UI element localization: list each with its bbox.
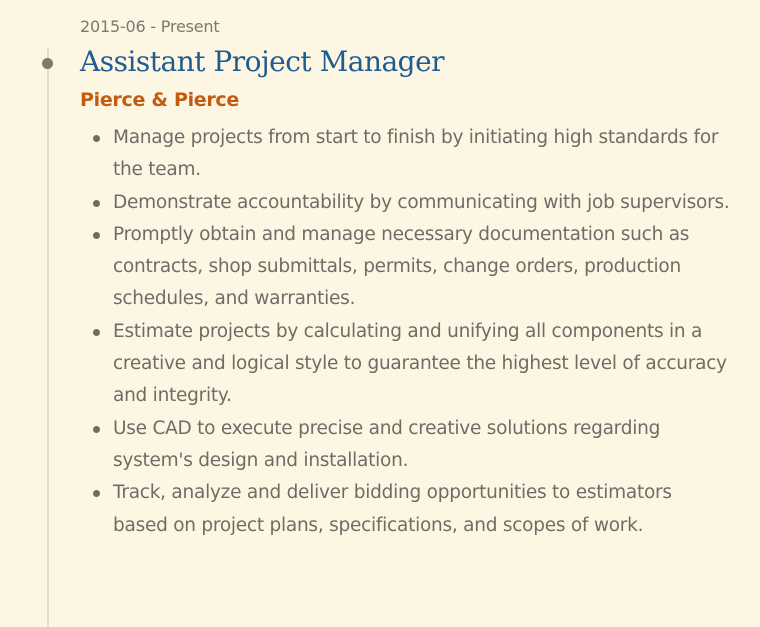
bullet-icon [93,232,100,239]
bullet-icon [93,426,100,433]
bullet-icon [93,135,100,142]
duty-item [80,219,740,316]
duty-item [80,413,740,478]
duty-item [80,316,740,413]
duty-text: Use CAD to execute precise and creative solutions regarding system's design and installation. [113,417,661,471]
duty-text: Estimate projects by calculating and unifying all components in a creative and logical style to guarantee the highest level of accuracy and integrity. [113,320,727,407]
duty-text: Promptly obtain and manage necessary documentation such as contracts, shop submittals, permits, change orders, production schedules, and warranties. [113,223,690,310]
duty-text: Demonstrate accountability by communicating with job supervisors. [113,191,730,213]
job-title: Assistant Project Manager [80,45,445,78]
experience-entry [80,16,740,542]
duties-list [80,122,740,542]
company-name: Pierce & Pierce [80,89,239,111]
timeline-marker [42,58,53,69]
timeline-line [47,48,49,627]
bullet-icon [93,329,100,336]
bullet-icon [93,490,100,497]
bullet-icon [93,200,100,207]
date-range: 2015-06 - Present [80,17,220,36]
duty-text: Manage projects from start to finish by initiating high standards for the team. [113,127,719,181]
duty-item [80,187,740,219]
duty-item [80,477,740,542]
duty-text: Track, analyze and deliver bidding opportunities to estimators based on project plans, specifications, and scopes of work. [113,482,672,536]
duty-item [80,122,740,187]
